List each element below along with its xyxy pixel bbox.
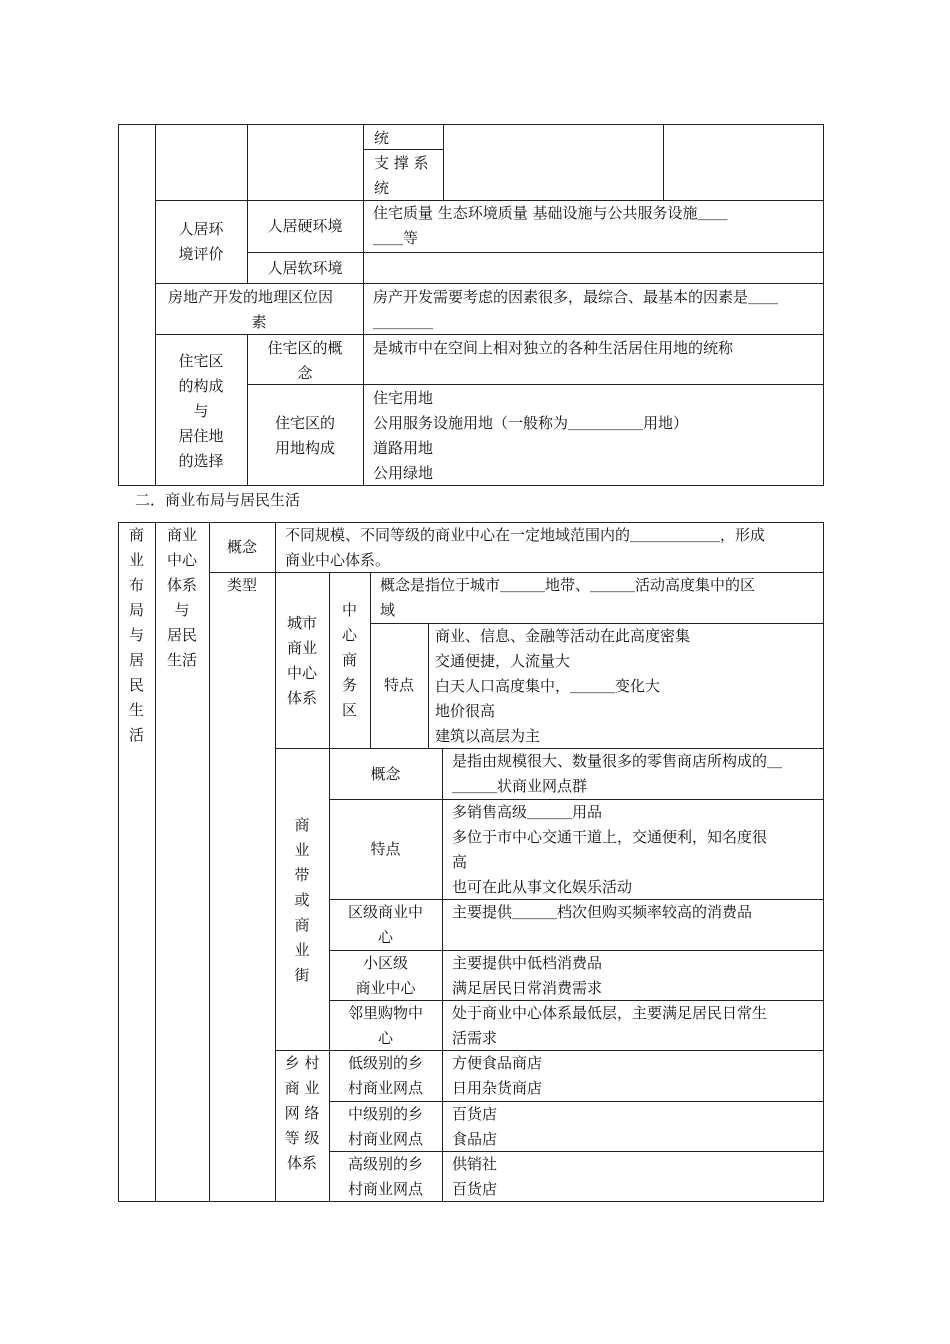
concept-text-1: 不同规模、不同等级的商业中心在一定地域范围内的＿＿＿＿＿＿，形成 (285, 526, 766, 544)
res-concept-label-1: 住宅区的概 (267, 339, 343, 357)
district-text: 主要提供＿＿＿档次但购买频率较高的消费品 (452, 903, 753, 921)
type-label: 类型 (226, 576, 257, 594)
col2-line-5: 居民 (166, 626, 197, 644)
district-label-1: 区级商业中 (347, 903, 423, 921)
col1-char-6: 居 (128, 651, 144, 669)
cbd-feature-3: 白天人口高度集中，＿＿＿变化大 (435, 677, 661, 695)
env-eval-label-1: 人居环 (178, 220, 224, 238)
city-label-2: 商业 (286, 639, 317, 657)
col1-char-7: 民 (128, 676, 144, 694)
rural-label-5: 体系 (286, 1154, 317, 1172)
col2-line-3: 体系 (166, 576, 197, 594)
res-concept-text: 是城市中在空间上相对独立的各种生活居住用地的统称 (373, 339, 734, 357)
rural-high-text-2: 百货店 (452, 1180, 498, 1198)
cbd-feature-5: 建筑以高层为主 (435, 727, 541, 745)
cbd-label-3: 商 (341, 651, 357, 669)
env-eval-label-2: 境评价 (178, 245, 224, 263)
residential-group-5: 的选择 (178, 452, 224, 470)
rural-label-3: 网 络 (284, 1104, 320, 1122)
street-label-1: 商 (294, 816, 310, 834)
residential-group-1: 住宅区 (178, 352, 224, 370)
city-label-3: 中心 (286, 664, 317, 682)
res-use-label-1: 住宅区的 (274, 414, 335, 432)
rural-high-text-1: 供销社 (452, 1155, 498, 1173)
rural-mid-label-1: 中级别的乡 (347, 1105, 423, 1123)
res-use-item-1: 住宅用地 (373, 389, 434, 407)
street-feature-1: 多销售高级＿＿＿用品 (452, 803, 603, 821)
cbd-feature-4: 地价很高 (435, 702, 496, 720)
street-feature-4: 也可在此从事文化娱乐活动 (452, 878, 633, 896)
rural-low-label-1: 低级别的乡 (347, 1054, 423, 1072)
city-label-4: 体系 (286, 689, 317, 707)
col1-char-4: 局 (128, 601, 144, 619)
col2-line-4: 与 (174, 601, 190, 619)
col1-char-2: 业 (128, 551, 144, 569)
realestate-text-1: 房产开发需要考虑的因素很多，最综合、最基本的因素是＿＿ (373, 288, 779, 306)
rural-low-text-2: 日用杂货商店 (452, 1079, 543, 1097)
cbd-label-4: 务 (341, 676, 357, 694)
rural-mid-text-1: 百货店 (452, 1105, 498, 1123)
realestate-text-2: ＿＿＿＿ (373, 313, 434, 331)
street-concept-2: ＿＿＿状商业网点群 (452, 777, 588, 795)
hard-env-text-2: ＿＿等 (373, 229, 419, 247)
small-center-text-2: 满足居民日常消费需求 (452, 979, 603, 997)
cbd-label-2: 心 (341, 626, 357, 644)
cell-fragment-top: 统 (374, 129, 390, 147)
small-center-label-2: 商业中心 (355, 979, 416, 997)
district-label-2: 心 (377, 928, 393, 946)
street-feature-2: 多位于市中心交通干道上，交通便利，知名度很 (452, 828, 768, 846)
small-center-text-1: 主要提供中低档消费品 (452, 954, 603, 972)
rural-label-2: 商 业 (284, 1079, 320, 1097)
rural-low-label-2: 村商业网点 (347, 1079, 423, 1097)
col1-char-8: 生 (128, 701, 144, 719)
rural-high-label-2: 村商业网点 (347, 1180, 423, 1198)
street-feature-label: 特点 (370, 840, 401, 858)
rural-label-1: 乡 村 (284, 1054, 320, 1072)
col1-char-3: 布 (128, 576, 144, 594)
street-label-6: 业 (294, 941, 310, 959)
col1-char-5: 与 (128, 626, 144, 644)
col2-line-2: 中心 (166, 551, 197, 569)
rural-label-4: 等 级 (284, 1129, 320, 1147)
realestate-label-2: 素 (251, 313, 267, 331)
residential-group-4: 居住地 (178, 427, 224, 445)
res-use-item-4: 公用绿地 (373, 464, 434, 482)
rural-high-label-1: 高级别的乡 (347, 1155, 423, 1173)
section-2-title: 二．商业布局与居民生活 (135, 491, 301, 509)
rural-mid-text-2: 食品店 (452, 1130, 498, 1148)
res-use-label-2: 用地构成 (274, 439, 335, 457)
residential-group-3: 与 (193, 402, 209, 420)
col2-line-6: 生活 (166, 651, 197, 669)
rural-low-text-1: 方便食品商店 (452, 1054, 543, 1072)
support-system-label: 支 撑 系 (374, 154, 429, 172)
street-label-3: 带 (294, 866, 310, 884)
concept-label: 概念 (226, 538, 257, 556)
street-concept-1: 是指由规模很大、数量很多的零售商店所构成的＿ (452, 752, 783, 770)
support-system-label-cont: 统 (374, 179, 390, 197)
city-label-1: 城市 (286, 614, 317, 632)
concept-text-2: 商业中心体系。 (285, 551, 391, 569)
cbd-feature-label: 特点 (383, 676, 414, 694)
realestate-label-1: 房地产开发的地理区位因 (168, 288, 334, 306)
col2-line-1: 商业 (166, 526, 197, 544)
rural-mid-label-2: 村商业网点 (347, 1130, 423, 1148)
small-center-label-1: 小区级 (362, 954, 408, 972)
residential-group-2: 的构成 (178, 377, 224, 395)
col1-char-1: 商 (128, 526, 144, 544)
col1-char-9: 活 (128, 726, 144, 744)
cbd-feature-1: 商业、信息、金融等活动在此高度密集 (435, 627, 691, 645)
neighbor-text-1: 处于商业中心体系最低层，主要满足居民日常生 (452, 1004, 768, 1022)
cbd-feature-2: 交通便捷，人流量大 (435, 652, 571, 670)
hard-env-text-1: 住宅质量 生态环境质量 基础设施与公共服务设施＿＿ (373, 204, 728, 222)
cbd-concept-2: 域 (380, 601, 396, 619)
neighbor-label-2: 心 (377, 1029, 393, 1047)
street-label-4: 或 (294, 891, 310, 909)
street-concept-label: 概念 (370, 765, 401, 783)
res-concept-label-2: 念 (297, 364, 313, 382)
street-label-2: 业 (294, 841, 310, 859)
cbd-label-1: 中 (341, 601, 357, 619)
cbd-concept-1: 概念是指位于城市＿＿＿地带、＿＿＿活动高度集中的区 (380, 576, 756, 594)
res-use-item-2: 公用服务设施用地（一般称为＿＿＿＿＿用地） (373, 414, 689, 432)
street-label-7: 街 (294, 966, 310, 984)
street-feature-3: 高 (452, 853, 468, 871)
cbd-label-5: 区 (341, 701, 357, 719)
neighbor-text-2: 活需求 (452, 1029, 498, 1047)
neighbor-label-1: 邻里购物中 (347, 1004, 423, 1022)
res-use-item-3: 道路用地 (373, 439, 434, 457)
hard-env-label: 人居硬环境 (267, 217, 343, 235)
street-label-5: 商 (294, 916, 310, 934)
soft-env-label: 人居软环境 (267, 259, 343, 277)
